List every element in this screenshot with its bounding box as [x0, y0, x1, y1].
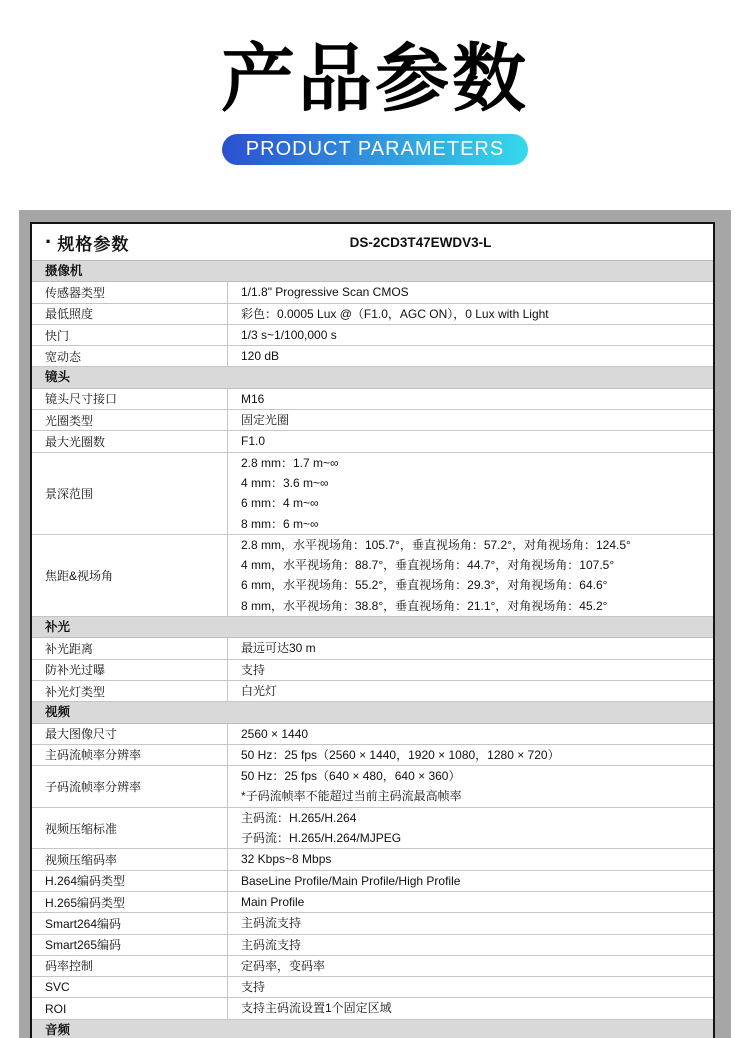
spec-value — [228, 304, 713, 324]
spec-row — [32, 660, 713, 681]
spec-value — [228, 660, 713, 680]
spec-title-wrap — [32, 230, 228, 255]
spec-value-line: 主码流支持 — [241, 916, 302, 931]
spec-label: 主码流帧率分辨率 — [32, 745, 228, 765]
spec-row — [32, 892, 713, 913]
section-header: 视频 — [32, 702, 713, 723]
spec-label: 焦距&视场角 — [32, 535, 228, 616]
page-band — [19, 210, 731, 1038]
subtitle-pill — [222, 134, 528, 165]
spec-value-line: 50 Hz：25 fps（2560 × 1440，1920 × 1080，1280 × 720） — [241, 747, 560, 762]
spec-value-line: 6 mm，水平视场角：55.2°，垂直视场角：29.3°，对角视场角：64.6° — [241, 578, 608, 593]
spec-value-line: 2560 × 1440 — [241, 726, 309, 741]
spec-label: ROI — [32, 998, 228, 1018]
spec-label: 快门 — [32, 325, 228, 345]
model-number: DS-2CD3T47EWDV3-L — [349, 234, 492, 250]
spec-row — [32, 871, 713, 892]
spec-value-line: 4 mm：3.6 m~∞ — [241, 475, 329, 490]
spec-row — [32, 724, 713, 745]
square-bullet-icon: · — [45, 229, 53, 254]
spec-value-line: 50 Hz：25 fps（640 × 480，640 × 360） — [241, 769, 461, 784]
spec-value — [228, 282, 713, 302]
spec-row — [32, 956, 713, 977]
spec-value-line: 32 Kbps~8 Mbps — [241, 852, 332, 867]
spec-row — [32, 304, 713, 325]
spec-value — [228, 998, 713, 1018]
spec-value — [228, 724, 713, 744]
spec-row — [32, 808, 713, 850]
spec-row — [32, 766, 713, 808]
spec-card-header — [32, 224, 713, 261]
spec-value — [228, 638, 713, 658]
spec-label: 景深范围 — [32, 453, 228, 534]
spec-value — [228, 766, 713, 807]
spec-value — [228, 431, 713, 451]
spec-row — [32, 389, 713, 410]
spec-label: 补光灯类型 — [32, 681, 228, 701]
spec-value-line: 最远可达30 m — [241, 641, 316, 656]
spec-row — [32, 977, 713, 998]
spec-table-body — [32, 261, 713, 1038]
spec-value — [228, 892, 713, 912]
spec-label: 视频压缩标准 — [32, 808, 228, 849]
spec-value-line: 子码流：H.265/H.264/MJPEG — [241, 831, 402, 846]
spec-card — [30, 222, 715, 1038]
spec-label: Smart265编码 — [32, 935, 228, 955]
spec-value — [228, 535, 713, 616]
spec-label: 码率控制 — [32, 956, 228, 976]
spec-value-line: *子码流帧率不能超过当前主码流最高帧率 — [241, 789, 462, 804]
spec-row — [32, 913, 713, 934]
spec-value — [228, 956, 713, 976]
spec-label: 镜头尺寸接口 — [32, 389, 228, 409]
spec-row — [32, 431, 713, 452]
spec-value-line: 支持主码流设置1个固定区域 — [241, 1001, 392, 1016]
spec-label: 光圈类型 — [32, 410, 228, 430]
spec-row — [32, 282, 713, 303]
spec-label: 最大图像尺寸 — [32, 724, 228, 744]
spec-value — [228, 453, 713, 534]
spec-value — [228, 325, 713, 345]
spec-row — [32, 935, 713, 956]
spec-label: 补光距离 — [32, 638, 228, 658]
spec-row — [32, 998, 713, 1019]
spec-value-line: 1/1.8" Progressive Scan CMOS — [241, 285, 409, 300]
spec-value-line: 定码率，变码率 — [241, 958, 326, 973]
spec-value-line: 主码流：H.265/H.264 — [241, 810, 357, 825]
spec-value — [228, 871, 713, 891]
spec-value-line: 2.8 mm：1.7 m~∞ — [241, 455, 339, 470]
spec-label: 宽动态 — [32, 346, 228, 366]
spec-value-line: 支持 — [241, 662, 266, 677]
spec-label: 子码流帧率分辨率 — [32, 766, 228, 807]
spec-value — [228, 808, 713, 849]
spec-row — [32, 325, 713, 346]
spec-row — [32, 453, 713, 535]
spec-value-line: 6 mm：4 m~∞ — [241, 496, 319, 511]
page-title: 产品参数 — [221, 37, 529, 120]
spec-value — [228, 410, 713, 430]
spec-value-line: 2.8 mm，水平视场角：105.7°，垂直视场角：57.2°，对角视场角：124.5° — [241, 537, 631, 552]
spec-table-title: 规格参数 — [57, 234, 130, 254]
spec-value-line: BaseLine Profile/Main Profile/High Profile — [241, 873, 461, 888]
spec-value — [228, 849, 713, 869]
spec-value — [228, 346, 713, 366]
spec-row — [32, 535, 713, 617]
section-header: 补光 — [32, 617, 713, 638]
spec-label: H.264编码类型 — [32, 871, 228, 891]
spec-value — [228, 681, 713, 701]
spec-value-line: 白光灯 — [241, 683, 278, 698]
spec-value — [228, 389, 713, 409]
spec-label: H.265编码类型 — [32, 892, 228, 912]
spec-value-line: M16 — [241, 391, 265, 406]
spec-row — [32, 410, 713, 431]
spec-value — [228, 977, 713, 997]
spec-value-line: 8 mm，水平视场角：38.8°，垂直视场角：21.1°，对角视场角：45.2° — [241, 598, 608, 613]
spec-value-line: 120 dB — [241, 349, 280, 364]
spec-label: Smart264编码 — [32, 913, 228, 933]
spec-value-line: F1.0 — [241, 434, 266, 449]
section-header: 音频 — [32, 1020, 713, 1038]
spec-value-line: 8 mm：6 m~∞ — [241, 516, 319, 531]
section-header: 摄像机 — [32, 261, 713, 282]
spec-label: 传感器类型 — [32, 282, 228, 302]
spec-value — [228, 913, 713, 933]
spec-label: 防补光过曝 — [32, 660, 228, 680]
spec-value-line: Main Profile — [241, 894, 305, 909]
section-header: 镜头 — [32, 367, 713, 388]
hero-header — [0, 0, 750, 165]
spec-value-line: 1/3 s~1/100,000 s — [241, 327, 337, 342]
spec-value — [228, 745, 713, 765]
spec-row — [32, 681, 713, 702]
subtitle-label: PRODUCT PARAMETERS — [245, 138, 505, 160]
spec-value-line: 固定光圈 — [241, 413, 290, 428]
spec-row — [32, 346, 713, 367]
spec-label: SVC — [32, 977, 228, 997]
spec-value-line: 支持 — [241, 980, 266, 995]
spec-row — [32, 849, 713, 870]
spec-label: 视频压缩码率 — [32, 849, 228, 869]
spec-row — [32, 745, 713, 766]
spec-value-line: 彩色：0.0005 Lux @（F1.0，AGC ON），0 Lux with Light — [241, 306, 549, 321]
spec-value-line: 4 mm，水平视场角：88.7°，垂直视场角：44.7°，对角视场角：107.5° — [241, 558, 615, 573]
spec-row — [32, 638, 713, 659]
spec-value-line: 主码流支持 — [241, 937, 302, 952]
spec-label: 最低照度 — [32, 304, 228, 324]
spec-value — [228, 935, 713, 955]
spec-label: 最大光圈数 — [32, 431, 228, 451]
